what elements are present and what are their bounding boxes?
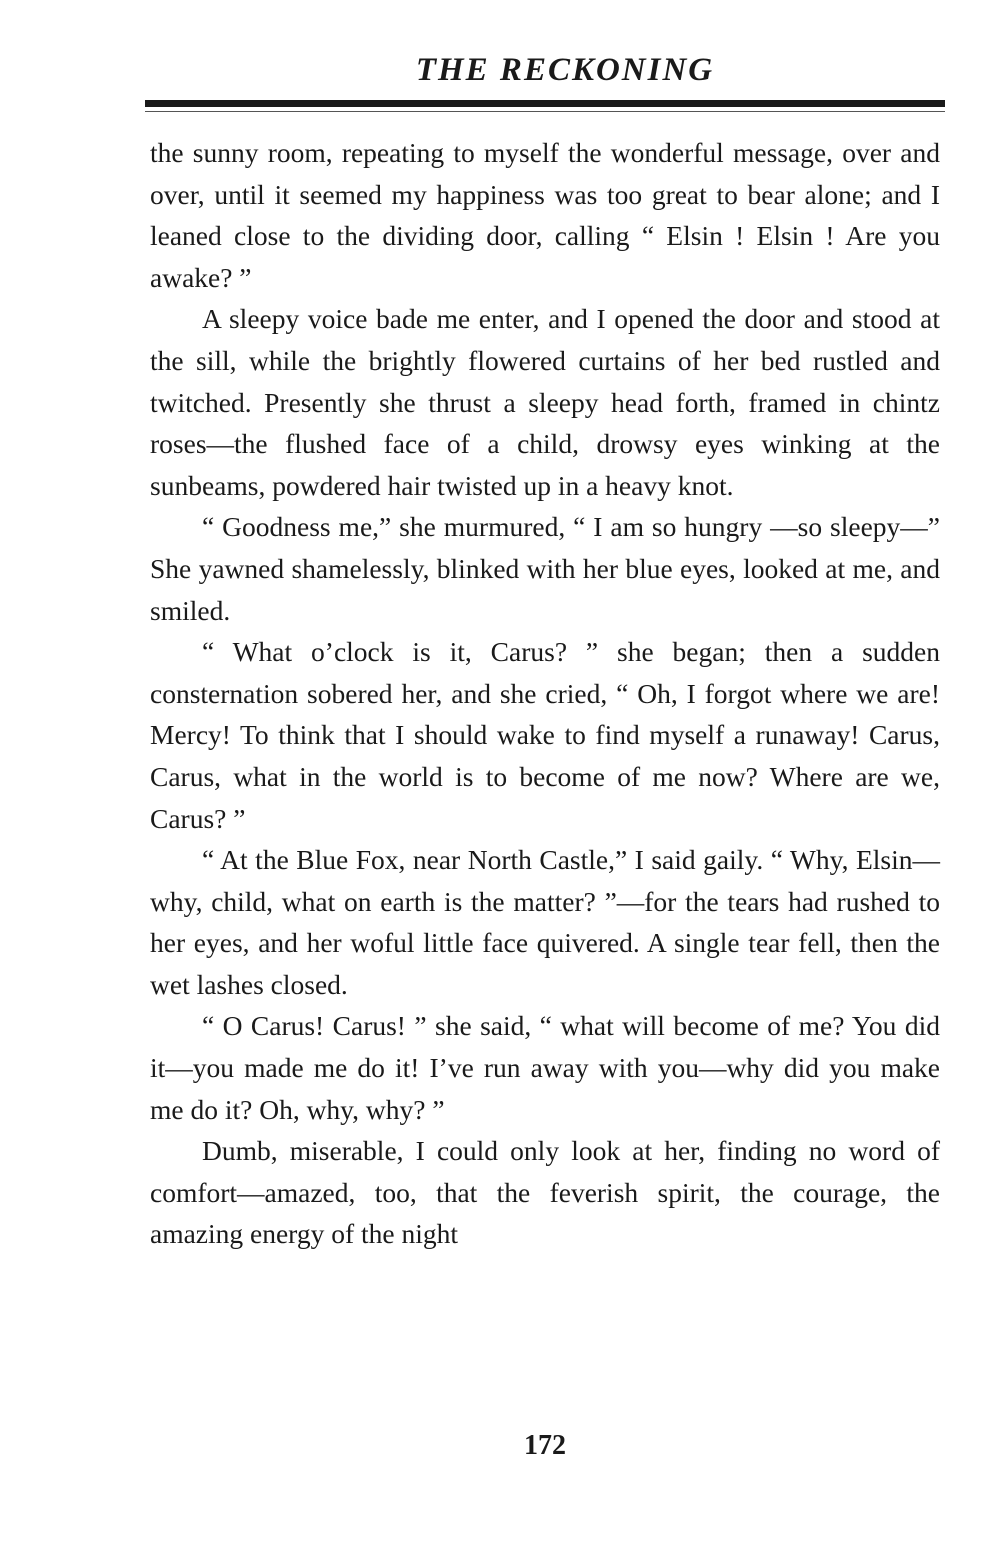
paragraph: Dumb, miserable, I could only look at her, finding no word of comfort—amazed, too, that the feverish spirit, the courage, the amazing energy of the night [150, 1135, 940, 1250]
header-rule-thick [145, 100, 945, 107]
running-head: THE RECKONING [415, 52, 715, 88]
paragraph: “ What o’clock is it, Carus? ” she began; then a sudden consternation sobered her, and she cried, “ Oh, I forgot where we are! Mercy! To think that I should wake to find myself a runaway! Carus, Carus, what in the world is to become of me now? Where are we, Carus? ” [150, 636, 940, 834]
paragraph: A sleepy voice bade me enter, and I opened the door and stood at the sill, while the brightly flowered curtains of her bed rustled and twitched. Presently she thrust a sleepy head forth, framed in chintz roses—the flushed face of a child, drowsy eyes winking at the sunbeams, powdered hair twisted up in a heavy knot. [150, 303, 940, 501]
body-text [150, 132, 940, 1255]
paragraph: “ O Carus! Carus! ” she said, “ what will become of me? You did it—you made me do it! I’ve run away with you—why did you make me do it? Oh, why, why? ” [150, 1010, 940, 1125]
paragraph: “ At the Blue Fox, near North Castle,” I said gaily. “ Why, Elsin—why, child, what on earth is the matter? ”—for the tears had rushed to her eyes, and her woful little face quivered. A single tear fell, then the wet lashes closed. [150, 844, 940, 1000]
page-number: 172 [524, 1430, 566, 1461]
header-rule-thin [145, 111, 945, 112]
book-page [150, 48, 940, 1255]
paragraph-continued: the sunny room, repeating to myself the wonderful message, over and over, until it seemed my happiness was too great to bear alone; and I leaned close to the dividing door, calling “ Elsin ! Elsin ! Are you awake? ” [150, 137, 940, 293]
paragraph: “ Goodness me,” she murmured, “ I am so hungry —so sleepy—” She yawned shamelessly, blinked with her blue eyes, looked at me, and smiled. [150, 511, 940, 626]
